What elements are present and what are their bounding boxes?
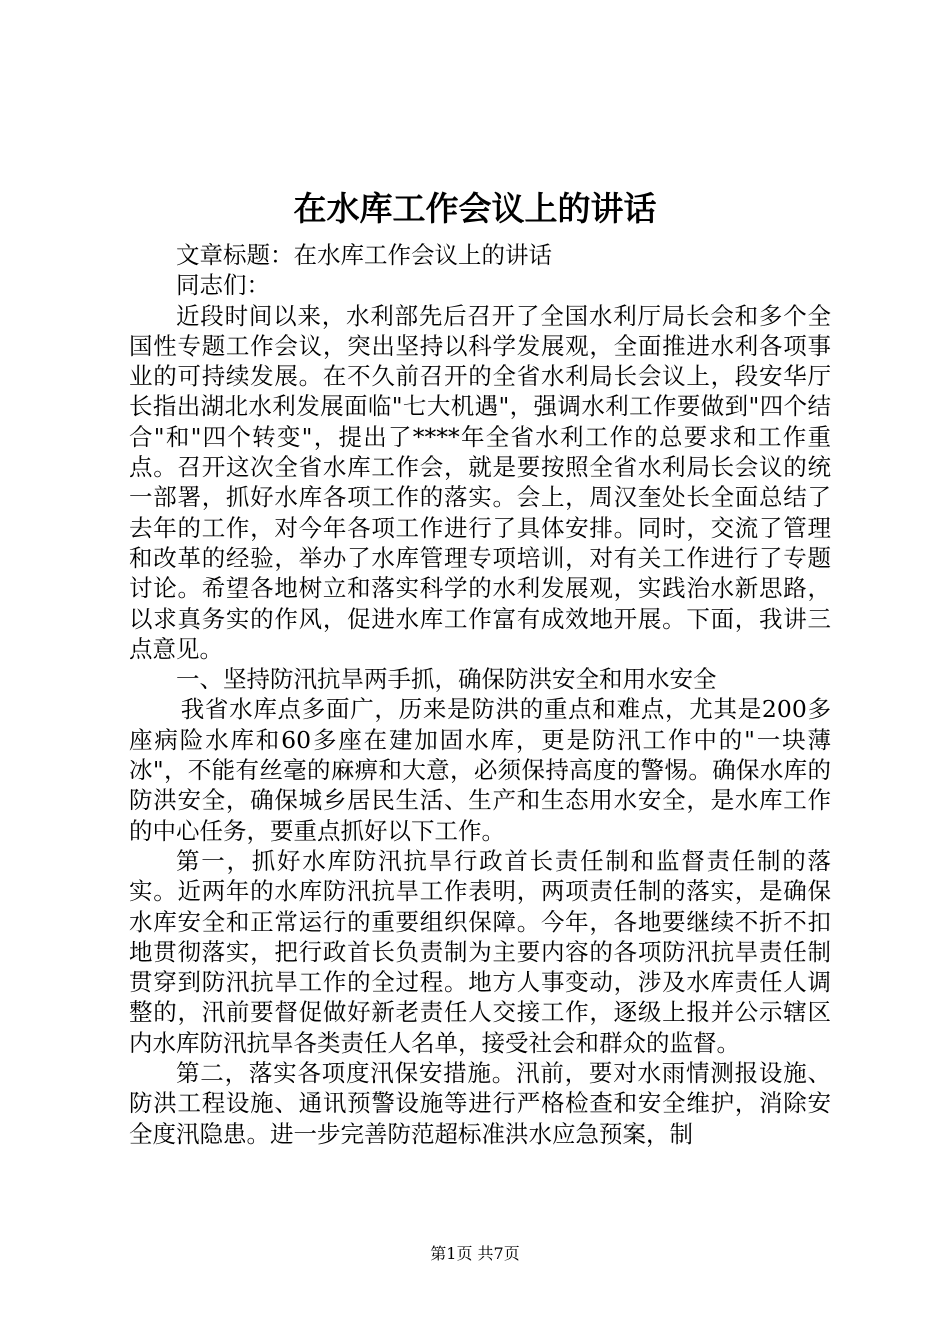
document-body — [129, 240, 831, 1149]
paragraph-first-point: 第一，抓好水库防汛抗旱行政首长责任制和监督责任制的落实。近两年的水库防汛抗旱工作表明，两项责任制的落实，是确保水库安全和正常运行的重要组织保障。今年，各地要继续不折不扣地贯彻落实，把行政首长负责制为主要内容的各项防汛抗旱责任制贯穿到防汛抗旱工作的全过程。地方人事变动，涉及水库责任人调整的，汛前要督促做好新老责任人交接工作，逐级上报并公示辖区内水库防汛抗旱各类责任人名单，接受社会和群众的监督。 — [129, 846, 831, 1057]
section-heading-1: 一、坚持防汛抗旱两手抓，确保防洪安全和用水安全 — [176, 665, 717, 694]
paragraph-intro: 近段时间以来，水利部先后召开了全国水利厅局长会和多个全国性专题工作会议，突出坚持以科学发展观，全面推进水利各项事业的可持续发展。在不久前召开的全省水利局长会议上，段安华厅长指出湖北水利发展面临"七大机遇"，强调水利工作要做到"四个结合"和"四个转变"，提出了****年全省水利工作的总要求和工作重点。召开这次全省水库工作会，就是要按照全省水利局长会议的统一部署，抓好水库各项工作的落实。会上，周汉奎处长全面总结了去年的工作，对今年各项工作进行了具体安排。同时，交流了管理和改革的经验，举办了水库管理专项培训，对有关工作进行了专题讨论。希望各地树立和落实科学的水利发展观，实践治水新思路，以求真务实的作风，促进水库工作富有成效地开展。下面，我讲三点意见。 — [129, 301, 831, 663]
paragraph-second-point: 第二，落实各项度汛保安措施。汛前，要对水雨情测报设施、防洪工程设施、通讯预警设施等进行严格检查和安全维护，消除安全度汛隐患。进一步完善防范超标准洪水应急预案，制 — [129, 1059, 831, 1148]
paragraph-section-1: 我省水库点多面广，历来是防洪的重点和难点，尤其是200多座病险水库和60多座在建加固水库，更是防汛工作中的"一块薄冰"，不能有丝毫的麻痹和大意，必须保持高度的警惕。确保水库的防洪安全，确保城乡居民生活、生产和生态用水安全，是水库工作的中心任务，要重点抓好以下工作。 — [129, 695, 831, 845]
page-footer: 第1页 共7页 — [430, 1244, 520, 1263]
article-title-line: 文章标题：在水库工作会议上的讲话 — [176, 241, 552, 269]
document-title: 在水库工作会议上的讲话 — [293, 189, 657, 228]
greeting: 同志们： — [176, 271, 270, 300]
